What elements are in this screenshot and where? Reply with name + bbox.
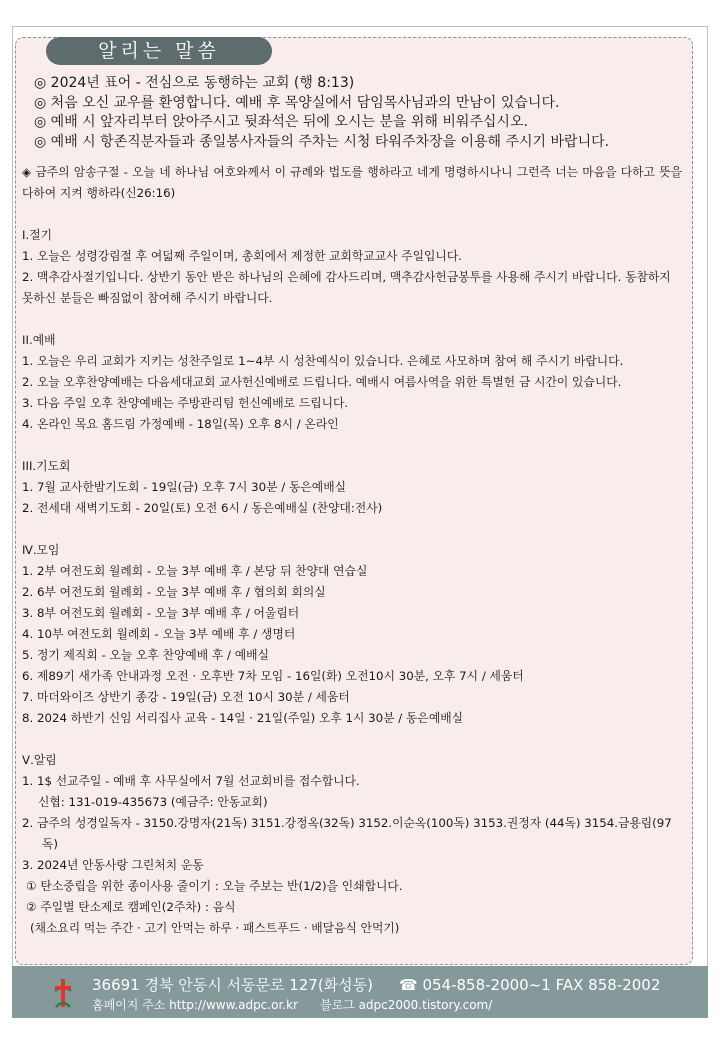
homepage-link[interactable]: 홈페이지 주소 http://www.adpc.or.kr — [92, 998, 298, 1012]
bank-account-info: 신협: 131-019-435673 (예금주: 안동교회) — [38, 795, 268, 809]
footer-bar — [12, 966, 708, 1018]
announcement-parking: ◎ 예배 시 항존직분자들과 종일봉사자들의 주차는 시청 타워주차장을 이용해 주시기 바랍니다. — [34, 133, 610, 150]
list-item: (채소요리 먹는 주간 · 고기 안먹는 하루 · 패스트푸드 · 배달음식 안먹기) — [30, 921, 400, 935]
announcement-seating: ◎ 예배 시 앞자리부터 앉아주시고 뒷좌석은 뒤에 오시는 분을 위해 비워주십시오. — [34, 114, 528, 130]
list-item: 7. 마더와이즈 상반기 종강 - 19일(금) 오전 10시 30분 / 세움터 — [22, 690, 350, 704]
memory-verse: ◈ 금주의 암송구절 - 오늘 네 하나님 여호와께서 이 규례와 법도를 행하라고 네게 명령하시나니 그런즉 너는 마음을 다하고 뜻을 다하여 지켜 행하라(신26:16) — [22, 165, 682, 200]
list-item: 3. 8부 여전도회 월례회 - 오늘 3부 예배 후 / 어울림터 — [22, 606, 300, 620]
list-item: 2. 오늘 오후찬양예배는 다음세대교회 교사헌신예배로 드립니다. 예배시 여름사역을 위한 특별헌 금 시간이 있습니다. — [22, 375, 622, 389]
list-item: 2. 6부 여전도회 월례회 - 오늘 3부 예배 후 / 협의회 회의실 — [22, 585, 326, 599]
list-item: 4. 10부 여전도회 월례회 - 오늘 3부 예배 후 / 생명터 — [22, 627, 296, 641]
church-cross-logo-icon — [52, 977, 74, 1009]
section-title-notices: Ⅴ.알림 — [22, 753, 57, 767]
list-item: ① 탄소중립을 위한 종이사용 줄이기 : 오늘 주보는 반(1/2)을 인쇄합니다. — [26, 879, 403, 893]
list-item: 1. 오늘은 성령강림절 후 여덟째 주일이며, 총회에서 제정한 교회학교교사 주일입니다. — [22, 249, 462, 263]
section-title-worship: II.예배 — [22, 333, 56, 347]
list-item: 3. 다음 주일 오후 찬양예배는 주방관리팀 헌신예배로 드립니다. — [22, 396, 349, 410]
footer-contact — [92, 974, 660, 995]
list-item: 2. 전세대 새벽기도회 - 20일(토) 오전 6시 / 동은예배실 (찬양대:전사) — [22, 501, 383, 515]
announcement-motto: ◎ 2024년 표어 - 전심으로 동행하는 교회 (행 8:13) — [34, 75, 355, 91]
section-title-prayer: III.기도회 — [22, 459, 71, 473]
list-item: 5. 정기 제직회 - 오늘 오후 찬양예배 후 / 예배실 — [22, 648, 269, 662]
section-title-meetings: Ⅳ.모임 — [22, 543, 60, 557]
list-item: 2. 금주의 성경일독자 - 3150.강명자(21독) 3151.강정옥(32독) 3152.이순옥(100독) 3153.권정자 (44독) 3154.금용림(97독) — [22, 816, 672, 851]
announcement-welcome: ◎ 처음 오신 교우를 환영합니다. 예배 후 목양실에서 담임목사님과의 만남이 있습니다. — [34, 94, 560, 111]
list-item: 1. 7월 교사한밤기도회 - 19일(금) 오후 7시 30분 / 동은예배실 — [22, 480, 346, 494]
announcement-list — [34, 74, 609, 152]
footer-phone: ☎ 054-858-2000~1 FAX 858-2002 — [399, 976, 661, 994]
footer-web — [92, 996, 492, 1013]
list-item: 1. 오늘은 우리 교회가 지키는 성찬주일로 1~4부 시 성찬예식이 있습니다. 은혜로 사모하며 참여 해 주시기 바랍니다. — [22, 354, 624, 368]
list-item: 8. 2024 하반기 신임 서리집사 교육 - 14일 · 21일(주일) 오후 1시 30분 / 동은예배실 — [22, 711, 464, 725]
footer-address: 36691 경북 안동시 서동문로 127(화성동) — [92, 976, 374, 994]
section-title-festivals: I.절기 — [22, 228, 53, 242]
list-item: 2. 맥추감사절기입니다. 상반기 동안 받은 하나님의 은혜에 감사드리며, 맥추감사헌금봉투를 사용해 주시기 바랍니다. 동참하지 못하신 분들은 빠짐없이 참여해 주시기 바랍니다. — [22, 270, 671, 305]
page-title: 알리는 말씀 — [46, 37, 272, 65]
list-item: 3. 2024년 안동사랑 그린처치 운동 — [22, 858, 204, 872]
blog-link[interactable]: 블로그 adpc2000.tistory.com/ — [319, 998, 493, 1012]
list-item: 6. 제89기 새가족 안내과정 오전 · 오후반 7차 모임 - 16일(화) 오전10시 30분, 오후 7시 / 세움터 — [22, 669, 524, 683]
list-item: ② 주일별 탄소제로 캠페인(2주차) : 음식 — [26, 900, 236, 914]
list-item: 4. 온라인 목요 홈드림 가정예배 - 18일(목) 오후 8시 / 온라인 — [22, 417, 339, 431]
list-item: 1. 2부 여전도회 월례회 - 오늘 3부 예배 후 / 본당 뒤 찬양대 연습실 — [22, 564, 368, 578]
bulletin-body — [22, 162, 682, 939]
list-item: 1. 1$ 선교주일 - 예배 후 사무실에서 7월 선교회비를 접수합니다. — [22, 774, 360, 788]
